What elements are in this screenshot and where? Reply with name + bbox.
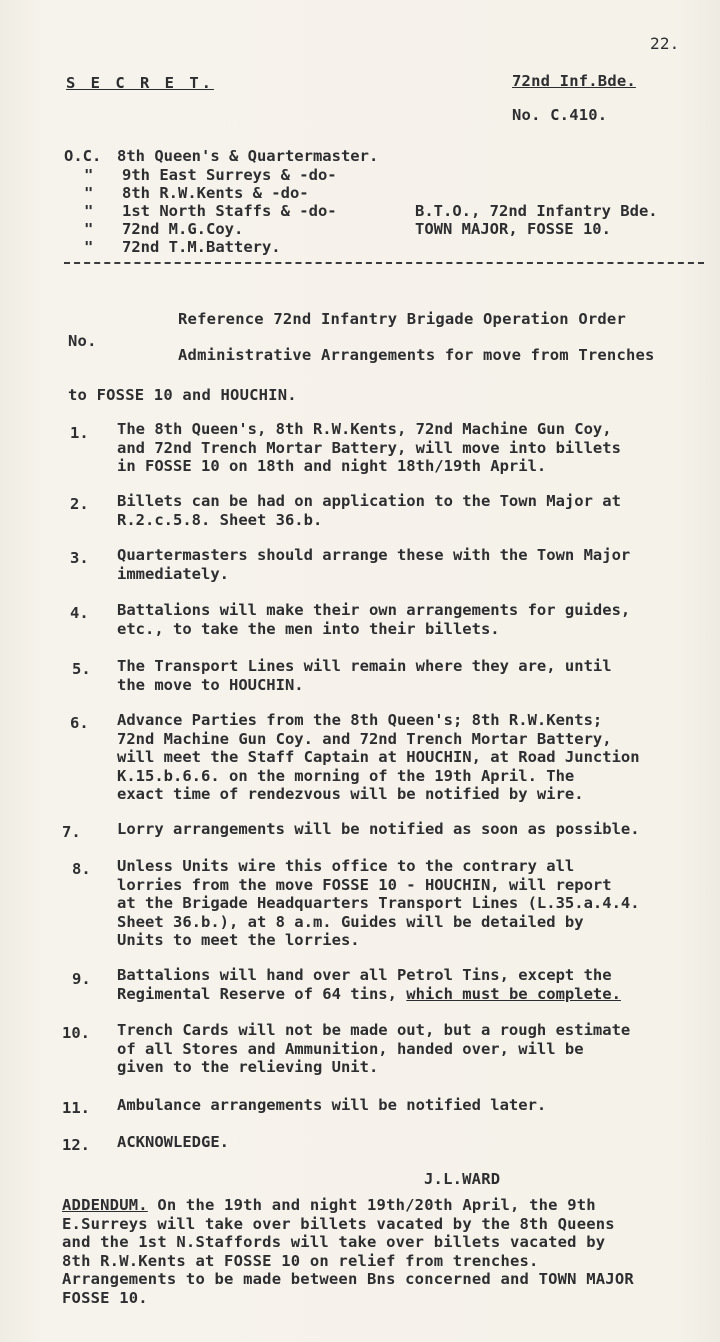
- paragraph-line: Quartermasters should arrange these with the Town Major: [117, 546, 631, 564]
- paragraph-line: will meet the Staff Captain at HOUCHIN, at Road Junction: [117, 748, 640, 766]
- dashed-divider: [64, 262, 704, 264]
- paragraph-12: [117, 1133, 717, 1152]
- paragraph-line: in FOSSE 10 on 18th and night 18th/19th April.: [117, 457, 547, 475]
- distribution-marker: ": [84, 202, 94, 220]
- paragraph-line: Sheet 36.b.), at 8 a.m. Guides will be detailed by: [117, 912, 584, 931]
- paragraph-1: [117, 420, 717, 476]
- addendum-line: FOSSE 10.: [62, 1288, 148, 1307]
- paragraph-2: [117, 492, 717, 529]
- paragraph-line: etc., to take the men into their billets.: [117, 619, 500, 638]
- paragraph-8: [117, 857, 717, 950]
- paragraph-line: 72nd Machine Gun Coy. and 72nd Trench Mortar Battery,: [117, 729, 612, 748]
- paragraph-7: [117, 820, 717, 839]
- paragraph-line: the move to HOUCHIN.: [117, 675, 304, 694]
- paragraph-line: Lorry arrangements will be notified as soon as possible.: [117, 820, 640, 838]
- addendum-line: [62, 1196, 717, 1215]
- paragraph-line: given to the relieving Unit.: [117, 1058, 379, 1076]
- paragraph-9: [117, 966, 717, 1003]
- addendum-label: ADDENDUM.: [62, 1196, 148, 1214]
- distribution-marker: ": [84, 238, 94, 256]
- paragraph-number: 4.: [70, 604, 89, 622]
- paragraph-line: Units to meet the lorries.: [117, 931, 360, 949]
- paragraph-line: immediately.: [117, 564, 229, 583]
- reference-line: Reference 72nd Infantry Brigade Operation Order: [178, 310, 626, 328]
- paragraph-line: Battalions will make their own arrangements for guides,: [117, 601, 631, 619]
- distribution-entry: 8th Queen's & Quartermaster.: [117, 147, 379, 165]
- paragraph-line: The 8th Queen's, 8th R.W.Kents, 72nd Machine Gun Coy,: [117, 420, 612, 438]
- distribution-marker: O.C.: [64, 147, 102, 165]
- addendum-line: Arrangements to be made between Bns concerned and TOWN MAJOR: [62, 1270, 634, 1288]
- paragraph-line: of all Stores and Ammunition, handed over, will be: [117, 1039, 584, 1058]
- paragraph-number: 1.: [70, 424, 89, 442]
- reference-no-label: No.: [68, 332, 97, 350]
- subject-continuation: to FOSSE 10 and HOUCHIN.: [68, 386, 297, 404]
- distribution-entry: 8th R.W.Kents & -do-: [122, 184, 309, 202]
- paragraph-line: ACKNOWLEDGE.: [117, 1133, 229, 1151]
- order-number: No. C.410.: [512, 106, 608, 124]
- distribution-marker: ": [84, 220, 94, 238]
- paragraph-line: and 72nd Trench Mortar Battery, will move into billets: [117, 438, 621, 457]
- paragraph-line: The Transport Lines will remain where they are, until: [117, 657, 612, 675]
- paragraph-11: [117, 1096, 717, 1115]
- paragraph-number: 10.: [62, 1024, 90, 1042]
- paragraph-line: [117, 985, 717, 1004]
- paragraph-line: Advance Parties from the 8th Queen's; 8th R.W.Kents;: [117, 711, 603, 729]
- distribution-marker: ": [84, 184, 94, 202]
- paragraph-line: Trench Cards will not be made out, but a rough estimate: [117, 1021, 631, 1039]
- addendum-line: 8th R.W.Kents at FOSSE 10 on relief from trenches.: [62, 1251, 539, 1270]
- classification-heading: S E C R E T.: [66, 74, 214, 92]
- paragraph-number: 12.: [62, 1136, 90, 1154]
- paragraph-number: 9.: [72, 970, 91, 988]
- paragraph-number: 8.: [72, 860, 91, 878]
- paragraph-line: Billets can be had on application to the Town Major at: [117, 492, 621, 510]
- distribution-entry-right: TOWN MAJOR, FOSSE 10.: [415, 220, 611, 238]
- paragraph-number: 11.: [62, 1099, 90, 1117]
- paragraph-line: K.15.b.6.6. on the morning of the 19th April. The: [117, 766, 575, 785]
- paragraph-line: R.2.c.5.8. Sheet 36.b.: [117, 510, 323, 529]
- paragraph-number: 5.: [72, 660, 91, 678]
- formation-heading: 72nd Inf.Bde.: [512, 72, 636, 90]
- paragraph-line: exact time of rendezvous will be notified by wire.: [117, 785, 584, 803]
- paragraph-number: 7.: [62, 823, 81, 841]
- subject-line: Administrative Arrangements for move from Trenches: [178, 346, 655, 364]
- paragraph-3: [117, 546, 717, 583]
- distribution-entry-right: B.T.O., 72nd Infantry Bde.: [415, 202, 658, 220]
- paragraph-number: 6.: [70, 714, 89, 732]
- distribution-entry: 72nd T.M.Battery.: [122, 238, 281, 256]
- paragraph-line: lorries from the move FOSSE 10 - HOUCHIN, will report: [117, 875, 612, 894]
- addendum-line: E.Surreys will take over billets vacated by the 8th Queens: [62, 1214, 615, 1233]
- paragraph-line: at the Brigade Headquarters Transport Lines (L.35.a.4.4.: [117, 894, 640, 912]
- distribution-entry: 9th East Surreys & -do-: [122, 166, 337, 184]
- addendum-text: On the 19th and night 19th/20th April, the 9th: [147, 1196, 596, 1214]
- paragraph-line: Unless Units wire this office to the contrary all: [117, 857, 575, 875]
- underlined-phrase: which must be complete.: [406, 984, 621, 1003]
- paragraph-4: [117, 601, 717, 638]
- distribution-entry: 72nd M.G.Coy.: [122, 220, 244, 238]
- addendum-line: and the 1st N.Staffords will take over billets vacated by: [62, 1233, 606, 1251]
- distribution-marker: ": [84, 166, 94, 184]
- paragraph-number: 3.: [70, 549, 89, 567]
- addendum: [62, 1196, 717, 1307]
- paragraph-6: [117, 711, 717, 804]
- paragraph-10: [117, 1021, 717, 1077]
- distribution-entry: 1st North Staffs & -do-: [122, 202, 337, 220]
- signature: J.L.WARD: [424, 1170, 501, 1188]
- paragraph-line: Ambulance arrangements will be notified later.: [117, 1096, 547, 1114]
- paragraph-line: Battalions will hand over all Petrol Tins, except the: [117, 966, 612, 984]
- paragraph-line-text: Regimental Reserve of 64 tins,: [117, 984, 407, 1003]
- paragraph-number: 2.: [70, 495, 89, 513]
- page-number: 22.: [650, 34, 680, 53]
- paragraph-5: [117, 657, 717, 694]
